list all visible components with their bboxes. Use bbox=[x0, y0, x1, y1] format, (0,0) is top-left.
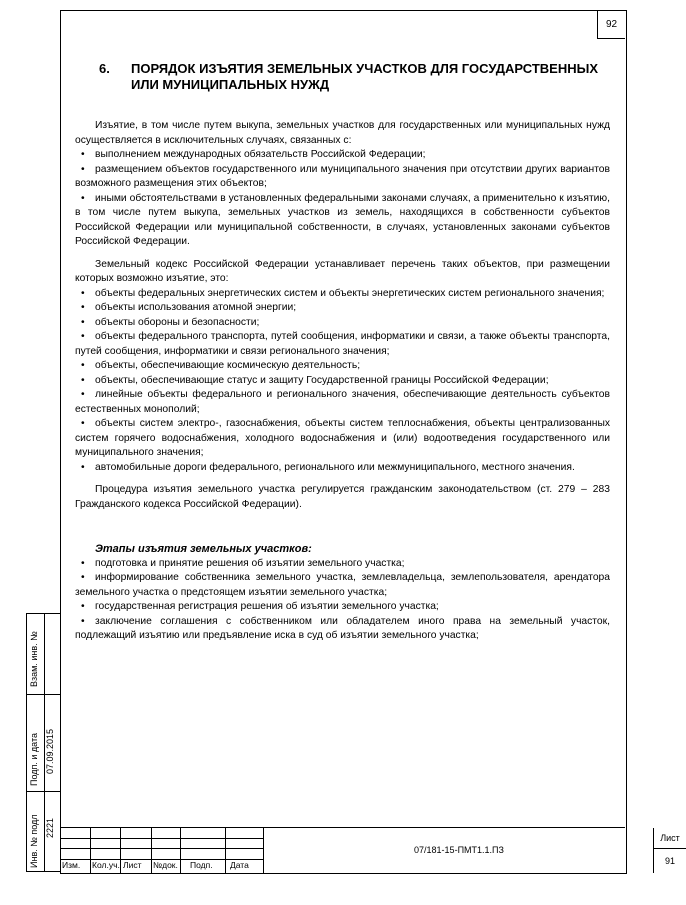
document-code: 07/181-15-ПМТ1.1.ПЗ bbox=[263, 828, 654, 873]
col-list: Лист bbox=[123, 860, 142, 870]
section-number: 6. bbox=[99, 61, 110, 76]
list-item: • автомобильные дороги федерального, регионального или межмуниципального, местного значения. bbox=[75, 461, 610, 476]
list-item: • объекты обороны и безопасности; bbox=[75, 316, 610, 331]
list-item: • иными обстоятельствами в установленных федеральными законами случаях, а применительно к изъятию, в том числе путем выкупа, земельных участков из земель, находящихся в собственности субъектов Российской Федерации или муниципальной собственности, в случаях, установленных законами субъектов Российской Федерации. bbox=[75, 192, 610, 250]
col-izm: Изм. bbox=[62, 860, 81, 870]
revision-grid bbox=[60, 828, 263, 873]
list-item: • заключение соглашения с собственником или обладателем иного права на земельный участок, подлежащий изъятию или предъявление иска в суд об изъятии земельного участка; bbox=[75, 615, 610, 644]
sheet-label: Лист bbox=[654, 828, 686, 849]
col-kol-uch: Кол.уч. bbox=[92, 860, 120, 870]
page-number: 92 bbox=[605, 19, 618, 30]
side-podp-data-label: Подп. и дата bbox=[29, 732, 39, 786]
sheet-box bbox=[653, 828, 686, 873]
list-item: • информирование собственника земельного участка, землевладельца, землепользователя, арендатора земельного участка о предстоящем изъятии земельного участка; bbox=[75, 571, 610, 600]
paragraph-1: Изъятие, в том числе путем выкупа, земельных участков для государственных или муниципальных нужд осуществляется в исключительных случаях, связанных с: bbox=[75, 120, 610, 146]
document-body bbox=[75, 61, 610, 644]
paragraph-2: Земельный кодекс Российской Федерации устанавливает перечень таких объектов, при размещении которых возможно изъятие, это: bbox=[75, 258, 610, 284]
list-item: • размещением объектов государственного или муниципального значения при отсутствии других вариантов возможного размещения этих объектов; bbox=[75, 163, 610, 192]
side-vzam-label: Взам. инв. № bbox=[29, 631, 39, 687]
section-heading bbox=[99, 61, 610, 93]
page-number-box bbox=[597, 11, 625, 39]
sheet-number: 91 bbox=[664, 856, 675, 866]
list-item: • объекты федеральных энергетических систем и объекты энергетических систем регионального значения; bbox=[75, 287, 610, 302]
list-item: • объекты использования атомной энергии; bbox=[75, 301, 610, 316]
list-item: • объекты, обеспечивающие космическую деятельность; bbox=[75, 359, 610, 374]
side-inv-podl-label: Инв. № подл bbox=[29, 814, 39, 868]
col-data: Дата bbox=[230, 860, 249, 870]
side-inv-number: 2221 bbox=[45, 817, 55, 838]
list-item: • объекты федерального транспорта, путей сообщения, информатики и связи, а также объекты транспорта, путей сообщения, информатики и связи регионального значения; bbox=[75, 330, 610, 359]
list-item: • выполнением международных обязательств Российской Федерации; bbox=[75, 148, 610, 163]
section-title: ПОРЯДОК ИЗЪЯТИЯ ЗЕМЕЛЬНЫХ УЧАСТКОВ ДЛЯ ГОСУДАРСТВЕННЫХ ИЛИ МУНИЦИПАЛЬНЫХ НУЖД bbox=[131, 61, 598, 92]
paragraph-3: Процедура изъятия земельного участка регулируется гражданским законодательством (ст. 279 – 283 Гражданского кодекса Российской Федерации). bbox=[75, 484, 610, 510]
title-block bbox=[60, 827, 680, 873]
list-item: • линейные объекты федерального и регионального значения, обеспечивающие деятельность субъектов естественных монополий; bbox=[75, 388, 610, 417]
col-podp: Подп. bbox=[190, 860, 213, 870]
side-date: 07.09.2015 bbox=[45, 728, 55, 774]
stages-title: Этапы изъятия земельных участков: bbox=[95, 543, 312, 555]
list-item: • подготовка и принятие решения об изъятии земельного участка; bbox=[75, 557, 610, 572]
list-item: • государственная регистрация решения об изъятии земельного участка; bbox=[75, 600, 610, 615]
list-item: • объекты систем электро-, газоснабжения, объекты систем теплоснабжения, объекты централизованных систем горячего водоснабжения, холодного водоснабжения и (или) водоотведения государственного или муниципального значения; bbox=[75, 417, 610, 461]
list-item: • объекты, обеспечивающие статус и защиту Государственной границы Российской Федерации; bbox=[75, 374, 610, 389]
col-ndok: №док. bbox=[153, 860, 178, 870]
